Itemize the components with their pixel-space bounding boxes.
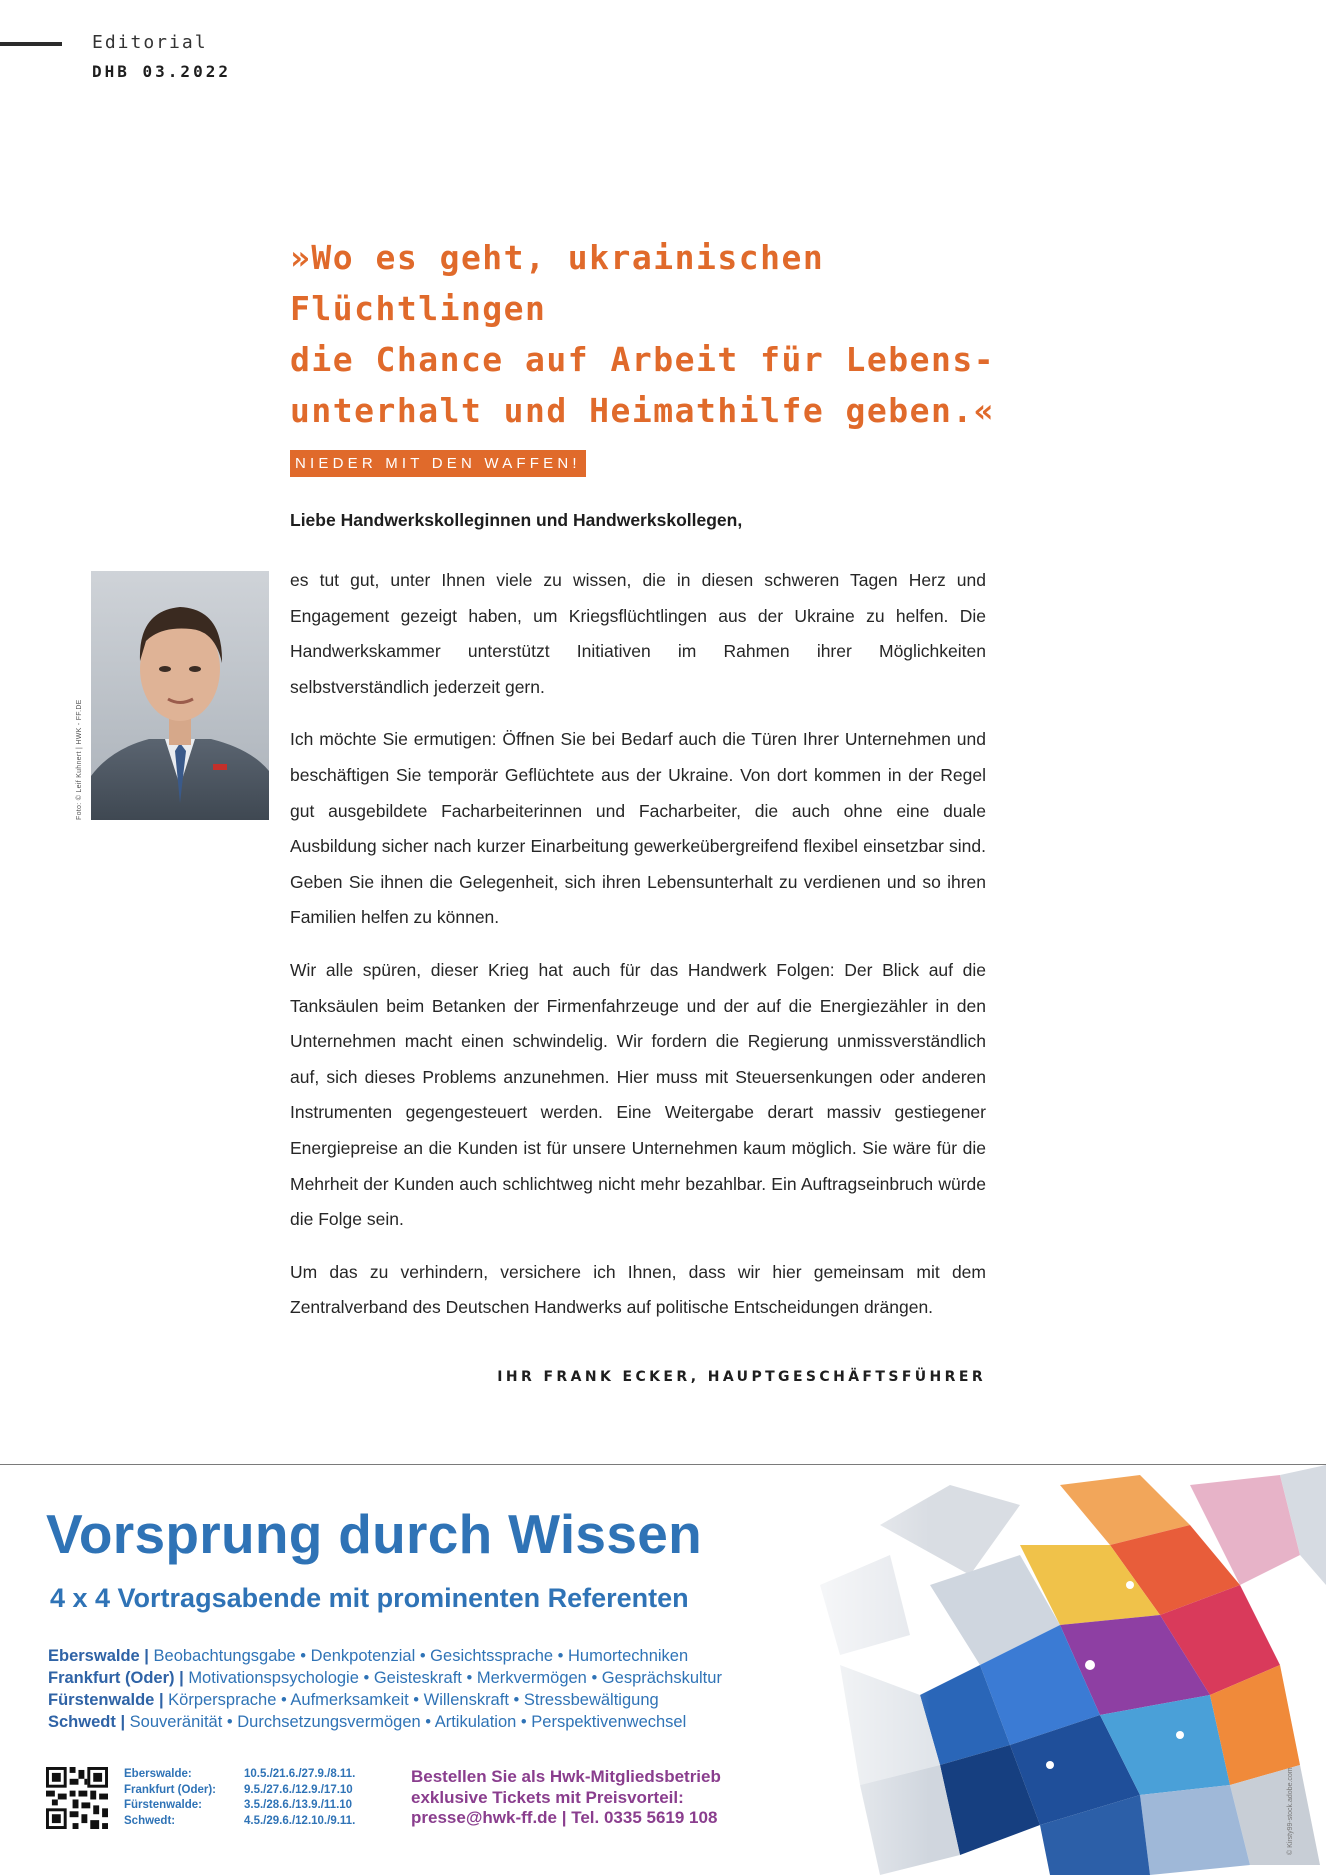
pull-quote-line: »Wo es geht, ukrainischen Flüchtlingen [290, 238, 825, 328]
date-values: 4.5./29.6./12.10./9.11. [244, 1814, 356, 1827]
topic-text: Motivationspsychologie • Geisteskraft • Merkvermögen • Gesprächskultur [188, 1669, 722, 1687]
event-advertisement[interactable] [0, 1465, 1326, 1875]
pull-quote [290, 232, 1090, 436]
pull-quote-line: unterhalt und Heimathilfe geben.« [290, 391, 996, 430]
body-paragraph: Um das zu verhindern, versichere ich Ihnen, dass wir hier gemeinsam mit dem Zentralverband des Deutschen Handwerks auf politische Entscheidungen drängen. [290, 1261, 986, 1318]
image-credit: © Kirsty99-stock.adobe.com [1287, 1767, 1294, 1855]
date-city: Schwedt: [124, 1814, 176, 1827]
date-row [124, 1783, 355, 1799]
topic-city: Schwedt [48, 1713, 116, 1731]
order-line: Bestellen Sie als Hwk-Mitgliedsbetrieb [411, 1767, 721, 1786]
photo-credit: Foto: © Leif Kuhnert | HWK - FF.DE [76, 699, 83, 820]
date-values: 9.5./27.6./12.9./17.10 [244, 1783, 353, 1796]
body-paragraph: es tut gut, unter Ihnen viele zu wissen, die in diesen schweren Tagen Herz und Engagement gezeigt haben, um Kriegsflüchtlingen aus der Ukraine zu helfen. Die Handwerkskammer unterstützt Initiativen im Rahmen ihrer Möglichkeiten selbstverständlich jederzeit gern. [290, 570, 986, 697]
topic-city: Frankfurt (Oder) [48, 1669, 175, 1687]
topic-row: Frankfurt (Oder) | Motivationspsychologie • Geisteskraft • Merkvermögen • Gesprächskultur [48, 1669, 722, 1687]
editorial-body [290, 563, 986, 1343]
topic-city: Fürstenwalde [48, 1691, 155, 1709]
ad-headline: Vorsprung durch Wissen [46, 1503, 702, 1565]
ad-order-info [411, 1767, 721, 1829]
topic-city: Eberswalde [48, 1647, 140, 1665]
ad-subline: 4 x 4 Vortragsabende mit prominenten Referenten [50, 1583, 689, 1613]
date-city: Frankfurt (Oder): [124, 1783, 216, 1796]
ad-date-list [124, 1767, 355, 1829]
date-values: 3.5./28.6./13.9./11.10 [244, 1799, 353, 1811]
ad-topic-list [48, 1645, 722, 1733]
pull-quote-line: die Chance auf Arbeit für Lebens- [290, 340, 996, 379]
date-city: Eberswalde: [124, 1768, 192, 1780]
date-row [124, 1798, 355, 1814]
order-contact-link[interactable]: presse@hwk-ff.de | Tel. 0335 5619 108 [411, 1808, 718, 1827]
section-label: Editorial [92, 32, 208, 53]
topic-row: Eberswalde | Beobachtungsgabe • Denkpotenzial • Gesichtssprache • Humortechniken [48, 1647, 689, 1665]
header-accent-bar [0, 42, 62, 46]
salutation: Liebe Handwerkskolleginnen und Handwerkskollegen, [290, 510, 743, 530]
author-signature: IHR FRANK ECKER, HAUPTGESCHÄFTSFÜHRER [497, 1369, 986, 1385]
body-paragraph: Wir alle spüren, dieser Krieg hat auch für das Handwerk Folgen: Der Blick auf die Tanksäulen beim Betanken der Firmenfahrzeuge und der auf die Energiezähler in den Unternehmen macht einen schwindelig. Wir fordern die Regierung unmissverständlich auf, sich dieses Problems anzunehmen. Hier muss mit Steuersenkungen oder anderen Instrumenten gegengesteuert werden. Eine Weitergabe derart massiv gestiegener Energiepreise an die Kunden ist für unsere Unternehmen kaum möglich. Sie wäre für die Mehrheit der Kunden auch schlichtweg nicht mehr bezahlbar. Ein Auftragseinbruch würde die Folge sein. [290, 959, 986, 1230]
author-photo [91, 571, 269, 820]
topic-text: Beobachtungsgabe • Denkpotenzial • Gesichtssprache • Humortechniken [153, 1647, 689, 1665]
body-paragraph: Ich möchte Sie ermutigen: Öffnen Sie bei Bedarf auch die Türen Ihrer Unternehmen und beschäftigen Sie temporär Geflüchtete aus der Ukraine. Von dort kommen in der Regel gut ausgebildete Facharbeiterinnen und Facharbeiter, die auch ohne eine duale Ausbildung sicher nach kurzer Einarbeitung gewerkeübergreifend flexibel einsetzbar sind. Geben Sie ihnen die Gelegenheit, sich ihren Lebensunterhalt zu verdienen und so ihren Familien helfen zu können. [290, 729, 986, 928]
date-values: 10.5./21.6./27.9./8.11. [244, 1768, 356, 1780]
topic-text: Körpersprache • Aufmerksamkeit • Willenskraft • Stressbewältigung [168, 1691, 659, 1709]
date-city: Fürstenwalde: [124, 1799, 202, 1811]
author-portrait-image [91, 571, 269, 820]
issue-label: DHB 03.2022 [92, 62, 231, 81]
topic-row: Fürstenwalde | Körpersprache • Aufmerksamkeit • Willenskraft • Stressbewältigung [48, 1691, 659, 1709]
date-row [124, 1814, 355, 1830]
kicker-label: NIEDER MIT DEN WAFFEN! [290, 450, 586, 477]
topic-text: Souveränität • Durchsetzungsvermögen • Artikulation • Perspektivenwechsel [129, 1713, 687, 1731]
topic-row: Schwedt | Souveränität • Durchsetzungsvermögen • Artikulation • Perspektivenwechsel [48, 1713, 687, 1731]
date-row [124, 1767, 355, 1783]
mosaic-head-illustration [760, 1465, 1326, 1875]
order-line: exklusive Tickets mit Preisvorteil: [411, 1787, 684, 1807]
qr-code-icon[interactable] [46, 1767, 108, 1829]
